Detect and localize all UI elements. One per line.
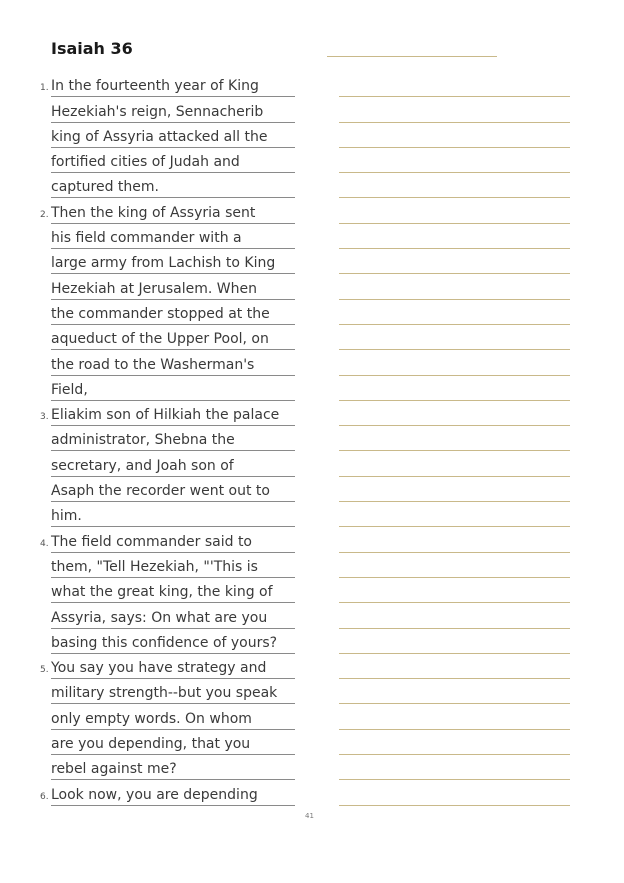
verse-line [0,97,310,122]
verse-line-text: fortified cities of Judah and [51,150,295,173]
verse-line-text: Hezekiah's reign, Sennacherib [51,100,295,123]
blank-writing-line[interactable] [339,198,570,223]
blank-writing-line[interactable] [339,679,570,704]
verse-line [0,679,310,704]
blank-writing-line[interactable] [339,300,570,325]
verse-line [0,553,310,578]
verse-line-text: secretary, and Joah son of [51,454,295,477]
verse-line-text: his field commander with a [51,226,295,249]
verse-line-text: captured them. [51,175,295,198]
verse-line-text: You say you have strategy and [51,656,295,679]
blank-writing-line[interactable] [339,249,570,274]
verse-line [0,730,310,755]
verse-line [0,325,310,350]
verse-line-text: large army from Lachish to King [51,251,295,274]
blank-writing-line[interactable] [339,350,570,375]
blank-writing-line[interactable] [339,502,570,527]
verse-line [0,578,310,603]
blank-writing-line[interactable] [339,603,570,628]
blank-writing-line[interactable] [339,704,570,729]
verse-line-text: only empty words. On whom [51,707,295,730]
blank-writing-line[interactable] [339,780,570,805]
verse-line [0,477,310,502]
blank-writing-line[interactable] [339,123,570,148]
verse-line-text: administrator, Shebna the [51,428,295,451]
verse-line-text: Look now, you are depending [51,783,295,806]
page-number: 41 [305,812,314,820]
verse-line-text: king of Assyria attacked all the [51,125,295,148]
verse-line-text: Field, [51,378,295,401]
verse-number: 5. [40,665,49,676]
blank-writing-line[interactable] [339,477,570,502]
writing-lines-column [339,72,570,806]
verse-line [0,274,310,299]
blank-writing-line[interactable] [339,376,570,401]
verse-number: 3. [40,412,49,423]
verse-line [0,173,310,198]
verse-line-text: them, "Tell Hezekiah, "'This is [51,555,295,578]
blank-writing-line[interactable] [339,527,570,552]
verse-line [0,704,310,729]
verse-line [0,401,310,426]
verse-line [0,603,310,628]
blank-writing-line[interactable] [339,730,570,755]
name-line [327,56,497,57]
verse-line [0,148,310,173]
verse-line-text: Hezekiah at Jerusalem. When [51,277,295,300]
verse-line [0,629,310,654]
blank-writing-line[interactable] [339,148,570,173]
blank-writing-line[interactable] [339,426,570,451]
verse-line-text: Asaph the recorder went out to [51,479,295,502]
verse-line-text: Eliakim son of Hilkiah the palace [51,403,295,426]
blank-writing-line[interactable] [339,755,570,780]
verse-line-text: what the great king, the king of [51,580,295,603]
blank-writing-line[interactable] [339,97,570,122]
blank-writing-line[interactable] [339,274,570,299]
verse-number: 6. [40,791,49,802]
blank-writing-line[interactable] [339,325,570,350]
verse-line [0,451,310,476]
verse-line [0,502,310,527]
verse-line-text: the road to the Washerman's [51,353,295,376]
blank-writing-line[interactable] [339,401,570,426]
verse-line [0,300,310,325]
verse-number: 2. [40,209,49,220]
verse-line-text: basing this confidence of yours? [51,631,295,654]
blank-writing-line[interactable] [339,654,570,679]
blank-writing-line[interactable] [339,173,570,198]
verse-line [0,123,310,148]
verse-line [0,527,310,552]
verse-line [0,224,310,249]
verse-number: 4. [40,538,49,549]
page-title: Isaiah 36 [51,39,133,58]
verse-line [0,755,310,780]
verse-line-text: the commander stopped at the [51,302,295,325]
verse-line-text: rebel against me? [51,757,295,780]
verse-line-text: Then the king of Assyria sent [51,201,295,224]
verse-line-text: are you depending, that you [51,732,295,755]
verse-line-text: aqueduct of the Upper Pool, on [51,327,295,350]
blank-writing-line[interactable] [339,578,570,603]
verse-line-text: Assyria, says: On what are you [51,606,295,629]
blank-writing-line[interactable] [339,553,570,578]
blank-writing-line[interactable] [339,629,570,654]
verse-line [0,376,310,401]
verse-text-column [0,72,310,806]
verse-line-text: military strength--but you speak [51,681,295,704]
verse-line-text: In the fourteenth year of King [51,74,295,97]
verse-line [0,72,310,97]
verse-line [0,780,310,805]
verse-line [0,198,310,223]
verse-line [0,654,310,679]
verse-line-text: him. [51,504,295,527]
blank-writing-line[interactable] [339,72,570,97]
verse-line [0,426,310,451]
verse-number: 1. [40,83,49,94]
verse-line [0,249,310,274]
blank-writing-line[interactable] [339,224,570,249]
verse-line-text: The field commander said to [51,530,295,553]
blank-writing-line[interactable] [339,451,570,476]
verse-line [0,350,310,375]
